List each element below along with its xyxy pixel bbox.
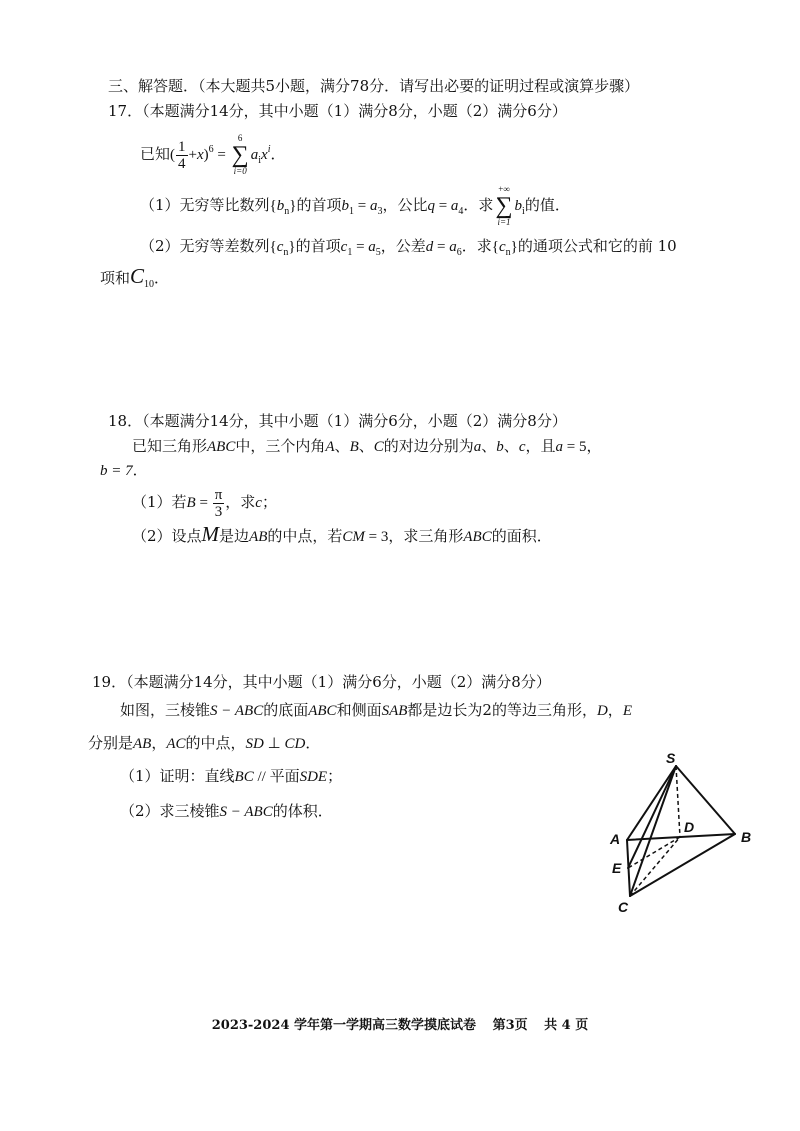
q18-given-line2: b = 7．	[100, 463, 148, 479]
q17-header: 17．（本题满分14分，其中小题（1）满分8分，小题（2）满分6分）	[108, 102, 567, 120]
edge-SC	[630, 766, 676, 896]
q17-part2-line2: 项和$C_{10}$．	[100, 264, 170, 290]
pyramid-figure	[600, 752, 770, 914]
segment-SE	[628, 766, 676, 868]
q19-given-line1: 如图，三棱锥S − ABC的底面ABC和侧面SAB都是边长为2的等边三角形，D，E	[120, 701, 632, 719]
q17-given: 已知( $\frac{1}{4}$ +x)$^6$ = 6 ∑ i=0 $a_ix^i$．	[140, 133, 286, 176]
q18-part2: （2）设点M是边AB的中点，若CM = 3，求三角形ABC的面积．	[132, 522, 552, 546]
label-A: A	[610, 831, 621, 847]
footer-title: 2023-2024 学年第一学期高三数学摸底试卷	[211, 1018, 477, 1033]
label-E: E	[612, 860, 622, 876]
q19-header: 19．（本题满分14分，其中小题（1）满分6分，小题（2）满分8分）	[92, 673, 551, 691]
label-C: C	[618, 899, 629, 914]
edge-SA	[627, 766, 676, 840]
footer-total: 共 4 页	[544, 1018, 589, 1033]
q19-given-line2: 分别是AB，AC的中点，SD ⊥ CD．	[88, 734, 321, 752]
edge-BC	[630, 834, 735, 896]
label-B: B	[741, 829, 752, 845]
q19-part1: （1）证明：直线BC // 平面SDE；	[120, 767, 343, 785]
section-heading: 三、解答题．（本大题共5小题，满分78分．请写出必要的证明过程或演算步骤）	[108, 77, 640, 95]
segment-SD	[676, 766, 680, 837]
label-S: S	[666, 752, 676, 766]
label-D: D	[684, 819, 695, 835]
q19-part2: （2）求三棱锥S − ABC的体积．	[120, 802, 333, 820]
q17-part2: （2）无穷等差数列$\{c_n\}$的首项$c_1 = a_5$，公差$d = a_6$．求$\{c_n\}$的通项公式和它的前 10	[140, 237, 677, 258]
page-footer	[0, 1014, 800, 1033]
q18-part1: （1）若B = $\frac{\pi}{3}$ ，求c；	[132, 486, 277, 520]
q18-given-line1: 已知三角形ABC中，三个内角A、B、C的对边分别为a、b、c，且a = 5，	[132, 437, 602, 455]
footer-page: 第3页	[492, 1018, 528, 1033]
q18-header: 18．（本题满分14分，其中小题（1）满分6分，小题（2）满分8分）	[108, 412, 567, 430]
q17-part1: （1）无穷等比数列$\{b_n\}$的首项$b_1 = a_3$，公比$q = a_4$．求 +∞ ∑ i=1 $b_i$的值．	[140, 184, 570, 227]
